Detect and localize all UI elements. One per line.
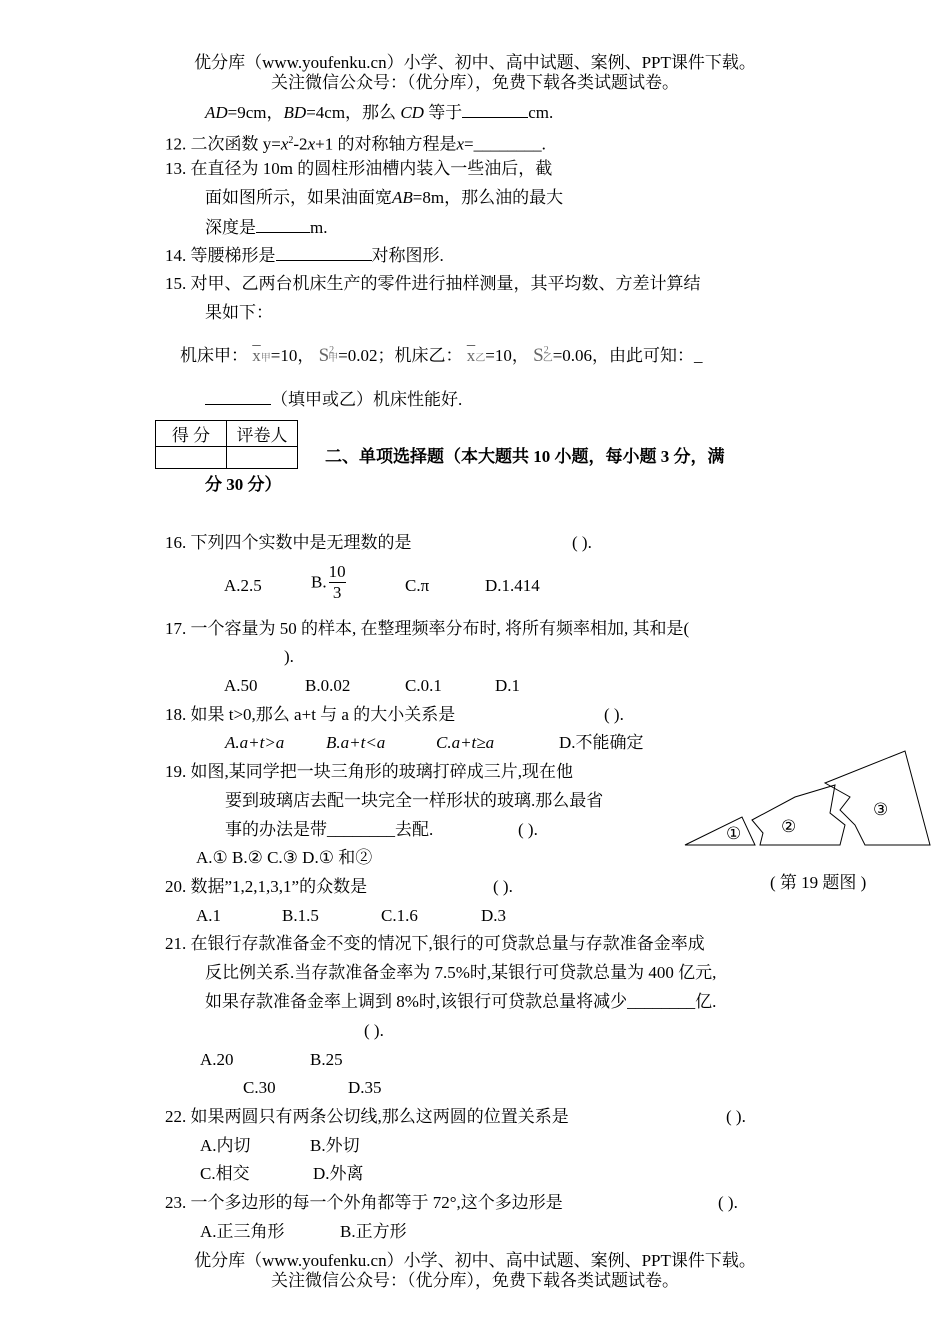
question-16-paren: ( ).	[572, 533, 592, 552]
question-20-stem: 20. 数据”1,2,1,3,1”的众数是	[165, 877, 368, 896]
question-20-option-b: B.1.5	[282, 906, 319, 925]
fraction: $\frac{10}{3}$	[328, 562, 346, 602]
question-23-paren: ( ).	[718, 1193, 738, 1212]
question-22-option-a: A.内切	[200, 1136, 251, 1155]
question-16-option-b: B. $\frac{10}{3}$	[311, 562, 346, 602]
question-22-option-d: D.外离	[313, 1164, 364, 1183]
piece-1-label: ①	[726, 824, 742, 844]
header-line-2: 关注微信公众号：（优分库），免费下载各类试题试卷。	[271, 73, 679, 92]
footer-line-2: 关注微信公众号：（优分库），免费下载各类试题试卷。	[271, 1271, 679, 1290]
broken-glass-figure	[680, 745, 940, 850]
score-label: 得 分	[156, 421, 227, 447]
footer-line-1: 优分库（www.youfenku.cn）小学、初中、高中试题、案例、PPT课件下载。	[194, 1251, 756, 1270]
question-23-option-a: A.正三角形	[200, 1222, 285, 1241]
question-19-line-2: 要到玻璃店去配一块完全一样形状的玻璃.那么最省	[225, 791, 604, 810]
mean-symbol: $\overline{x}$	[252, 346, 261, 365]
glass-piece-2	[752, 785, 845, 845]
question-17-option-c: C.0.1	[405, 676, 442, 695]
question-21-line-3: 如果存款准备金率上调到 8%时,该银行可贷款总量将减少________亿.	[205, 992, 717, 1011]
question-20-option-d: D.3	[481, 906, 507, 925]
question-18-option-d: D.不能确定	[559, 733, 644, 752]
question-14: 14. 等腰梯形是 对称图形.	[165, 246, 444, 265]
question-17-stem: 17. 一个容量为 50 的样本, 在整理频率分布时, 将所有频率相加, 其和是(	[165, 619, 690, 638]
question-15-line-3: 机床甲： $\overline{x}$甲=10， $S^2$甲=0.02；机床乙： $\overline{x}$乙=10， $S^2$乙=0.06，由此可知：_	[180, 345, 703, 366]
question-18-option-b: B.a+t<a	[326, 733, 386, 752]
question-22-option-c: C.相交	[200, 1164, 250, 1183]
question-18-paren: ( ).	[604, 705, 624, 724]
question-21-option-a: A.20	[200, 1050, 234, 1069]
question-22-paren: ( ).	[726, 1107, 746, 1126]
question-15-line-4: （填甲或乙）机床性能好.	[205, 388, 462, 411]
question-12: 12. 二次函数 $y=x^2-2x+1$ 的对称轴方程是x=________.	[165, 134, 546, 154]
glass-piece-3	[825, 751, 930, 845]
score-cell[interactable]	[156, 447, 227, 469]
question-22-option-b: B.外切	[310, 1136, 360, 1155]
question-19-line-3: 事的办法是带________去配.	[225, 820, 434, 839]
question-17-option-d: D.1	[495, 676, 521, 695]
question-20-option-a: A.1	[196, 906, 222, 925]
grader-cell[interactable]	[227, 447, 298, 469]
score-table	[155, 420, 298, 469]
variance-symbol: S	[318, 345, 330, 366]
question-18-option-c: C.a+t≥a	[436, 733, 495, 752]
question-17-option-b: B.0.02	[305, 676, 351, 695]
question-21-paren: ( ).	[364, 1021, 384, 1040]
question-16-option-c: C.π	[405, 576, 430, 595]
section-2-heading: 二、单项选择题（本大题共 10 小题，每小题 3 分，满	[325, 447, 725, 466]
figure-19-caption: ( 第 19 题图 )	[770, 873, 867, 892]
section-2-heading-cont: 分 30 分）	[205, 475, 282, 494]
question-17-paren: ).	[284, 647, 294, 666]
question-19-line-1: 19. 如图,某同学把一块三角形的玻璃打碎成三片,现在他	[165, 762, 573, 781]
question-19-paren: ( ).	[518, 820, 538, 839]
question-18-option-a: A.a+t>a	[225, 733, 285, 752]
question-15-line-1: 15. 对甲、乙两台机床生产的零件进行抽样测量，其平均数、方差计算结	[165, 274, 701, 293]
question-22-stem: 22. 如果两圆只有两条公切线,那么这两圆的位置关系是	[165, 1107, 569, 1126]
question-13-line-3: 深度是 m.	[205, 218, 328, 237]
question-13-line-2: 面如图所示，如果油面宽AB=8m，那么油的最大	[205, 188, 564, 207]
header-line-1: 优分库（www.youfenku.cn）小学、初中、高中试题、案例、PPT课件下载。	[194, 53, 756, 72]
q11-continuation: AD=9cm，BD=4cm，那么 CD 等于 cm.	[205, 103, 554, 122]
question-23-stem: 23. 一个多边形的每一个外角都等于 72°,这个多边形是	[165, 1193, 563, 1212]
question-21-option-b: B.25	[310, 1050, 343, 1069]
grader-label: 评卷人	[227, 421, 298, 447]
question-18-stem: 18. 如果 t>0,那么 a+t 与 a 的大小关系是	[165, 705, 456, 724]
question-23-option-b: B.正方形	[340, 1222, 407, 1241]
question-15-line-2: 果如下：	[205, 303, 273, 322]
question-17-option-a: A.50	[224, 676, 258, 695]
question-13-line-1: 13. 在直径为 10m 的圆柱形油槽内装入一些油后，截	[165, 159, 553, 178]
question-21-option-d: D.35	[348, 1078, 382, 1097]
question-21-option-c: C.30	[243, 1078, 276, 1097]
question-20-paren: ( ).	[493, 877, 513, 896]
glass-piece-1	[685, 817, 755, 845]
question-21-line-1: 21. 在银行存款准备金不变的情况下,银行的可贷款总量与存款准备金率成	[165, 934, 705, 953]
question-16-stem: 16. 下列四个实数中是无理数的是	[165, 533, 412, 552]
question-19-options: A.① B.② C.③ D.① 和②	[196, 848, 373, 867]
question-16-option-a: A.2.5	[224, 576, 262, 595]
piece-2-label: ②	[781, 817, 797, 837]
piece-3-label: ③	[873, 800, 889, 820]
question-20-option-c: C.1.6	[381, 906, 418, 925]
question-16-option-d: D.1.414	[485, 576, 540, 595]
question-21-line-2: 反比例关系.当存款准备金率为 7.5%时,某银行可贷款总量为 400 亿元,	[205, 963, 717, 982]
